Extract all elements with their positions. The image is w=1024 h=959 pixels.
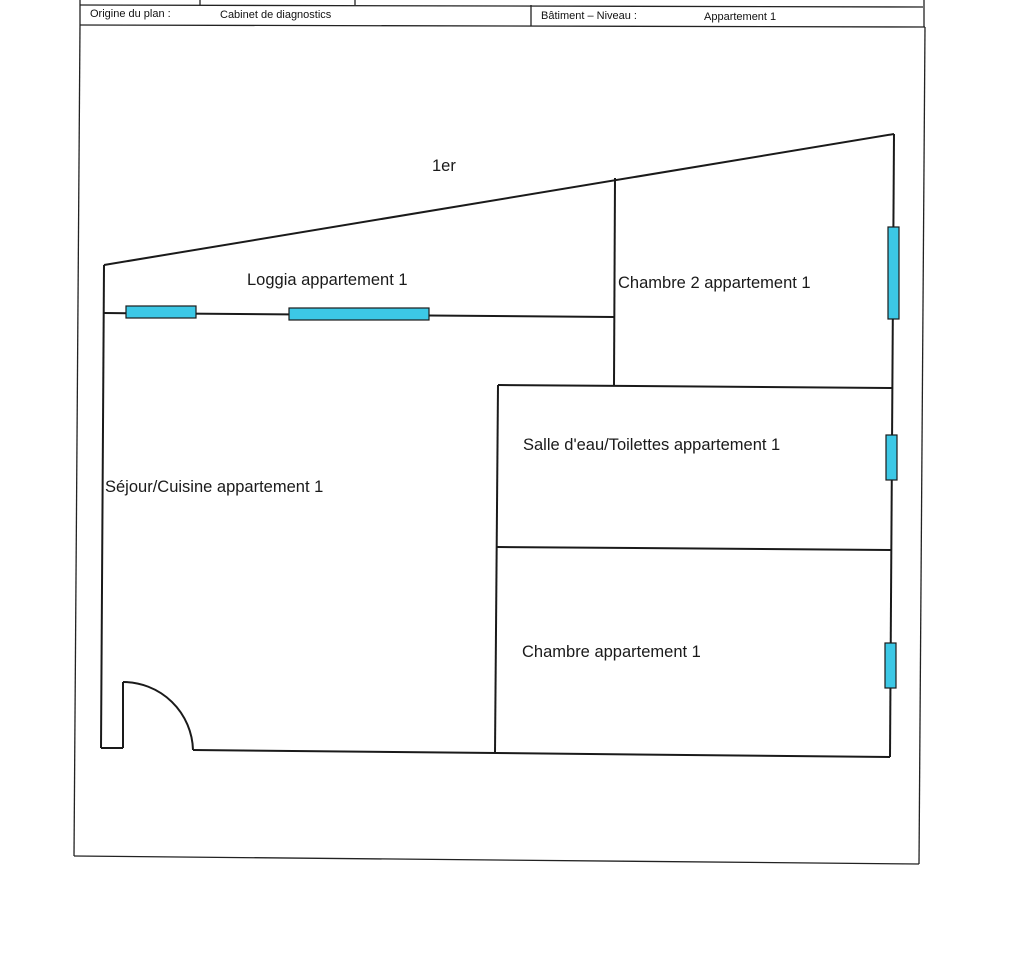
window-loggia-2 [289, 308, 429, 320]
room-label-loggia: Loggia appartement 1 [247, 271, 408, 289]
document-frame [74, 0, 925, 864]
wall-bath-left [495, 385, 498, 753]
room-label-chambre2: Chambre 2 appartement 1 [618, 274, 811, 292]
wall-chambre2-left [614, 178, 615, 385]
wall-bottom [193, 750, 890, 757]
window-loggia-1 [126, 306, 196, 318]
wall-bath-bottom [497, 547, 891, 550]
window-salle-eau [886, 435, 897, 480]
room-label-sejour: Séjour/Cuisine appartement 1 [105, 478, 324, 496]
origin-label: Origine du plan : [90, 8, 171, 20]
origin-value: Cabinet de diagnostics [220, 9, 332, 21]
window-chambre [885, 643, 896, 688]
wall-chambre2-bottom [498, 385, 892, 388]
room-label-salle-eau: Salle d'eau/Toilettes appartement 1 [523, 436, 781, 454]
floor-level-label: 1er [432, 157, 456, 175]
wall-top-slanted [104, 134, 894, 265]
building-value: Appartement 1 [704, 11, 777, 23]
door-swing-arc [123, 682, 193, 750]
wall-left [101, 265, 104, 748]
building-label: Bâtiment – Niveau : [541, 10, 637, 22]
window-chambre2 [888, 227, 899, 319]
header-block [90, 8, 776, 23]
windows [126, 227, 899, 688]
room-labels [105, 157, 811, 661]
room-label-chambre: Chambre appartement 1 [522, 643, 701, 661]
